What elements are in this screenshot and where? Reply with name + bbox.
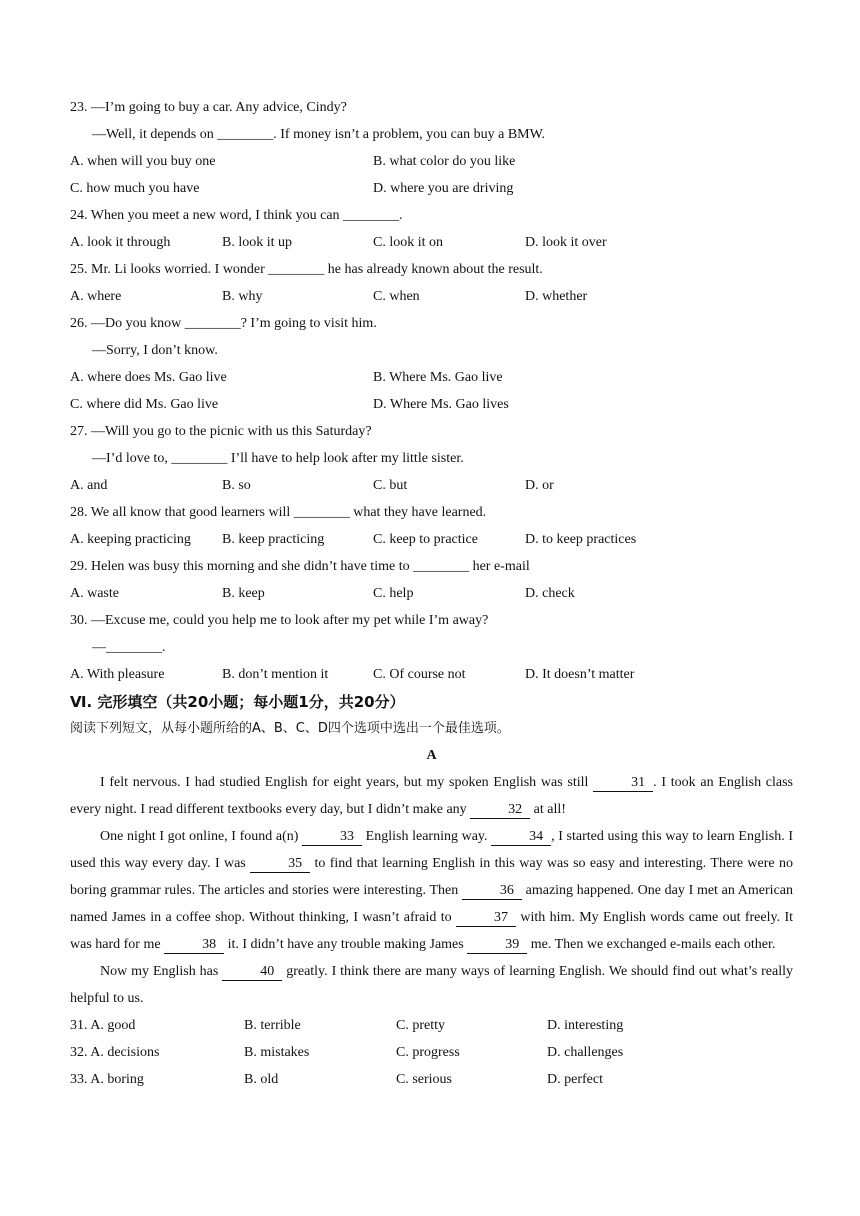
exam-page <box>70 94 793 1093</box>
passage-text: greatly. I think there are many ways of learning English. We should find out what’s really helpful to us. <box>70 964 793 1006</box>
question-26-stem: 26. —Do you know ________? I’m going to visit him. <box>70 316 377 331</box>
question-30-stem: 30. —Excuse me, could you help me to look after my pet while I’m away? <box>70 613 489 628</box>
option-d: D. Where Ms. Gao lives <box>373 397 509 412</box>
passage-text: I felt nervous. I had studied English for eight years, but my spoken English was still <box>100 775 594 790</box>
passage-label: A <box>426 748 437 763</box>
option-a: A. keeping practicing <box>70 532 191 547</box>
question-29-options <box>70 580 793 607</box>
question-30-options <box>70 661 793 688</box>
passage-text: English learning way. <box>362 829 492 844</box>
passage-paragraph-1 <box>70 769 793 823</box>
option-d: D. or <box>525 478 554 493</box>
option-b: B. terrible <box>244 1018 301 1033</box>
question-28-options <box>70 526 793 553</box>
option-d: D. where you are driving <box>373 181 514 196</box>
passage-text: it. I didn’t have any trouble making James <box>224 937 468 952</box>
passage-text: with him. My English words came out freely. It was hard for me <box>70 910 793 952</box>
option-c: C. keep to practice <box>373 532 478 547</box>
question-23-options-row2 <box>70 175 793 202</box>
question-24-options <box>70 229 793 256</box>
passage-text: to find that learning English in this way was so easy and interesting. There were no boring grammar rules. The articles and stories were interesting. Then <box>70 856 793 898</box>
option-a: A. when will you buy one <box>70 154 216 169</box>
option-a: 31. A. good <box>70 1018 136 1033</box>
option-c: C. how much you have <box>70 181 200 196</box>
blank-31: 31 <box>593 775 653 792</box>
option-a: 32. A. decisions <box>70 1045 160 1060</box>
option-b: B. keep <box>222 586 265 601</box>
option-a: A. waste <box>70 586 119 601</box>
option-c: C. where did Ms. Gao live <box>70 397 219 412</box>
option-a: A. and <box>70 478 108 493</box>
question-24-stem: 24. When you meet a new word, I think you can ________. <box>70 208 403 223</box>
passage-text: . I took an English class every night. I read different textbooks every day, but I didn’t make any <box>70 775 794 817</box>
option-a: A. where <box>70 289 122 304</box>
question-23-options-row1 <box>70 148 793 175</box>
option-b: B. so <box>222 478 251 493</box>
cloze-options-31 <box>70 1012 793 1039</box>
blank-32: 32 <box>470 802 530 819</box>
option-a: 33. A. boring <box>70 1072 144 1087</box>
section-instruction: 阅读下列短文，从每小题所给的A、B、C、D四个选项中选出一个最佳选项。 <box>70 721 510 736</box>
option-d: D. It doesn’t matter <box>525 667 635 682</box>
blank-34: 34 <box>491 829 551 846</box>
passage-text: me. Then we exchanged e-mails each other. <box>527 937 776 952</box>
option-b: B. mistakes <box>244 1045 310 1060</box>
option-d: D. challenges <box>547 1045 624 1060</box>
option-c: C. Of course not <box>373 667 466 682</box>
question-28-stem: 28. We all know that good learners will ________ what they have learned. <box>70 505 487 520</box>
question-23-stem: 23. —I’m going to buy a car. Any advice, Cindy? <box>70 100 347 115</box>
option-b: B. why <box>222 289 263 304</box>
option-d: D. perfect <box>547 1072 603 1087</box>
option-b: B. keep practicing <box>222 532 325 547</box>
blank-38: 38 <box>164 937 224 954</box>
option-b: B. look it up <box>222 235 293 250</box>
option-c: C. when <box>373 289 420 304</box>
blank-33: 33 <box>302 829 362 846</box>
blank-36: 36 <box>462 883 522 900</box>
option-a: A. look it through <box>70 235 171 250</box>
passage-text: at all! <box>530 802 566 817</box>
option-d: D. whether <box>525 289 588 304</box>
blank-40: 40 <box>222 964 282 981</box>
passage-paragraph-2 <box>70 823 793 958</box>
option-a: A. where does Ms. Gao live <box>70 370 227 385</box>
question-29-stem: 29. Helen was busy this morning and she didn’t have time to ________ her e-mail <box>70 559 530 574</box>
question-30-reply: —________. <box>92 640 166 655</box>
blank-35: 35 <box>250 856 310 873</box>
question-27-options <box>70 472 793 499</box>
option-d: D. check <box>525 586 575 601</box>
passage-text: One night I got online, I found a(n) <box>100 829 303 844</box>
passage-text: , I started using this way to learn English. I used this way every day. I was <box>70 829 793 871</box>
option-b: B. what color do you like <box>373 154 516 169</box>
option-c: C. pretty <box>396 1018 445 1033</box>
option-c: C. help <box>373 586 414 601</box>
option-d: D. look it over <box>525 235 607 250</box>
option-a: A. With pleasure <box>70 667 165 682</box>
option-b: B. Where Ms. Gao live <box>373 370 503 385</box>
option-c: C. progress <box>396 1045 460 1060</box>
question-27-stem: 27. —Will you go to the picnic with us this Saturday? <box>70 424 372 439</box>
question-23-reply: —Well, it depends on ________. If money isn’t a problem, you can buy a BMW. <box>92 127 546 142</box>
option-c: C. but <box>373 478 408 493</box>
option-b: B. don’t mention it <box>222 667 329 682</box>
option-b: B. old <box>244 1072 279 1087</box>
section-title: Ⅵ. 完形填空（共20小题；每小题1分，共20分） <box>70 693 405 711</box>
question-27-reply: —I’d love to, ________ I’ll have to help look after my little sister. <box>92 451 464 466</box>
passage-text: amazing happened. One day I met an American named James in a coffee shop. Without thinking, I wasn’t afraid to <box>70 883 793 925</box>
question-26-reply: —Sorry, I don’t know. <box>92 343 218 358</box>
cloze-options-33 <box>70 1066 793 1093</box>
question-25-stem: 25. Mr. Li looks worried. I wonder ________ he has already known about the result. <box>70 262 543 277</box>
option-c: C. serious <box>396 1072 452 1087</box>
question-25-options <box>70 283 793 310</box>
blank-39: 39 <box>467 937 527 954</box>
option-d: D. to keep practices <box>525 532 637 547</box>
question-26-options-row2 <box>70 391 793 418</box>
question-26-options-row1 <box>70 364 793 391</box>
blank-37: 37 <box>456 910 516 927</box>
passage-text: Now my English has <box>100 964 223 979</box>
cloze-options-32 <box>70 1039 793 1066</box>
option-d: D. interesting <box>547 1018 624 1033</box>
passage-paragraph-3 <box>70 958 793 1012</box>
option-c: C. look it on <box>373 235 444 250</box>
